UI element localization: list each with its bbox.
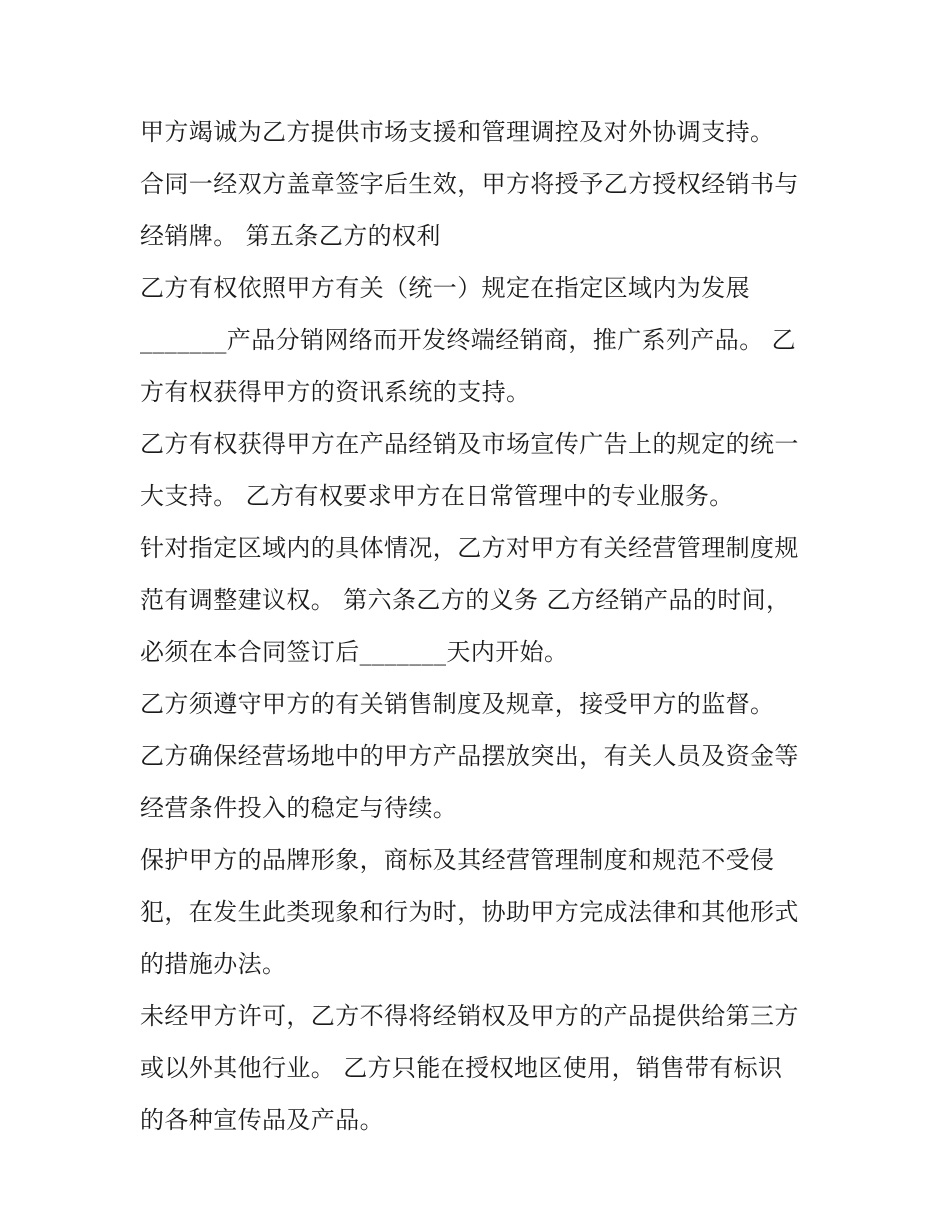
text-line: 乙方确保经营场地中的甲方产品摆放突出，有关人员及资金等 <box>140 742 799 770</box>
text-line: 合同一经双方盖章签字后生效，甲方将授予乙方授权经销书与 <box>140 170 799 198</box>
text-line: 保护甲方的品牌形象，商标及其经营管理制度和规范不受侵 <box>140 846 775 874</box>
text-line: 甲方竭诚为乙方提供市场支援和管理调控及对外协调支持。 <box>140 118 775 146</box>
text-line: 未经甲方许可，乙方不得将经销权及甲方的产品提供给第三方 <box>140 1002 799 1030</box>
text-line: 方有权获得甲方的资讯系统的支持。 <box>140 378 531 406</box>
text-line: 大支持。 乙方有权要求甲方在日常管理中的专业服务。 <box>140 482 734 510</box>
text-line: 或以外其他行业。 乙方只能在授权地区使用，销售带有标识 <box>140 1054 783 1082</box>
document-body <box>140 106 820 1146</box>
text-line: 经销牌。 第五条乙方的权利 <box>140 222 441 250</box>
text-line: 针对指定区域内的具体情况，乙方对甲方有关经营管理制度规 <box>140 534 799 562</box>
text-line: _______产品分销网络而开发终端经销商，推广系列产品。 乙 <box>140 326 797 354</box>
text-line: 的各种宣传品及产品。 <box>140 1106 384 1134</box>
text-line: 乙方须遵守甲方的有关销售制度及规章，接受甲方的监督。 <box>140 690 775 718</box>
text-line: 范有调整建议权。 第六条乙方的义务 乙方经销产品的时间， <box>140 586 791 614</box>
text-line: 经营条件投入的稳定与待续。 <box>140 794 458 822</box>
text-line: 的措施办法。 <box>140 950 287 978</box>
text-line: 乙方有权获得甲方在产品经销及市场宣传广告上的规定的统一 <box>140 430 799 458</box>
text-line: 乙方有权依照甲方有关（统一）规定在指定区域内为发展 <box>140 274 750 302</box>
text-line: 犯，在发生此类现象和行为时，协助甲方完成法律和其他形式 <box>140 898 799 926</box>
text-line: 必须在本合同签订后_______天内开始。 <box>140 638 569 666</box>
